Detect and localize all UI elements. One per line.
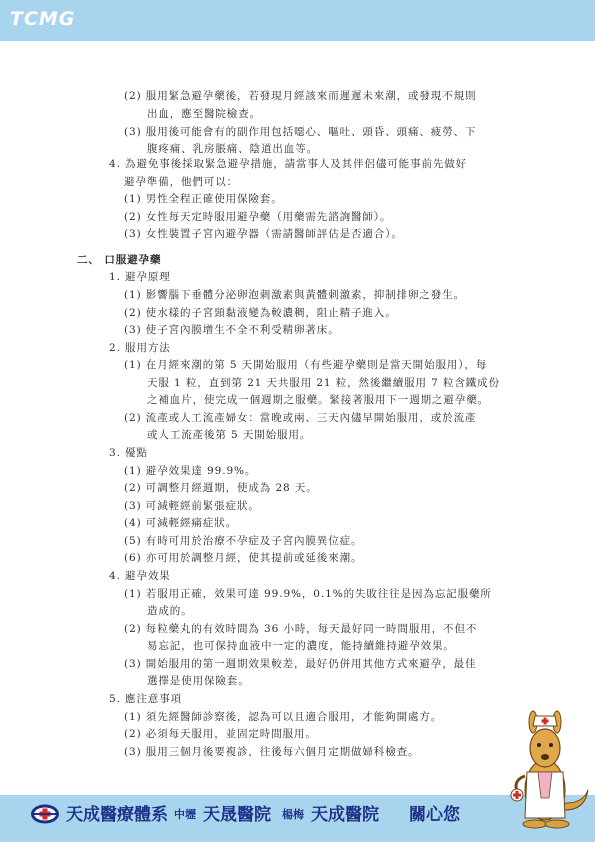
text-line: 4. 為避免事後採取緊急避孕措施，請當事人及其伴侶儘可能事前先做好 (109, 158, 468, 170)
subsection-heading: 1. 避孕原理 (109, 271, 171, 283)
subsection-heading: 3. 優點 (109, 447, 148, 459)
text-line: (3) 服用三個月後要複診，往後每六個月定期做婦科檢查。 (124, 746, 420, 758)
text-line: (1) 若服用正確，效果可達 99.9%，0.1%的失敗往往是因為忘記服藥所 (124, 588, 492, 600)
subsection-heading: 2. 服用方法 (109, 342, 171, 354)
kangaroo-nurse-mascot-icon (505, 700, 590, 835)
hospital-logo-icon (30, 803, 60, 825)
text-line: 天服 1 粒，直到第 21 天共服用 21 粒，然後繼續服用 7 粒含鐵成份 (147, 377, 500, 389)
text-line: (2) 使水樣的子宮頸黏液變為較濃稠，阻止精子進入。 (124, 307, 397, 319)
text-line: (2) 女性每天定時服用避孕藥（用藥需先諮詢醫師）。 (124, 211, 392, 223)
text-line: (2) 必須每天服用，並固定時間服用。 (124, 728, 317, 740)
text-line: (1) 須先經醫師診察後，認為可以且適合服用，才能夠開處方。 (124, 711, 443, 723)
text-line: (1) 影響腦下垂體分泌卵泡刺激素與黃體刺激素，抑制排卵之發生。 (124, 289, 466, 301)
brand-logo-text: TCMG (10, 8, 76, 30)
text-line: 出血，應至醫院檢查。 (147, 108, 261, 120)
text-line: 或人工流產後第 5 天開始服用。 (147, 429, 312, 441)
text-line: (3) 女性裝置子宮內避孕器（需請醫師評估是否適合）。 (124, 228, 403, 240)
text-line: (2) 服用緊急避孕藥後，若發現月經該來而遲遲未來潮，或發現不規則 (124, 90, 477, 102)
footer-location-1: 中壢 (174, 808, 196, 821)
footer-hospital-2: 天成醫院 (311, 805, 379, 825)
text-line: (3) 使子宮內膜增生不全不利受精卵著床。 (124, 324, 340, 336)
text-line: (3) 服用後可能會有的副作用包括噁心、嘔吐、頭昏、頭痛、疲勞、下 (124, 126, 477, 138)
text-line: (1) 男性全程正確使用保險套。 (124, 193, 283, 205)
footer-hospital-1: 天晟醫院 (203, 805, 271, 825)
subsection-heading: 5. 應注意事項 (109, 693, 183, 705)
text-line: (3) 開始服用的第一週期效果較差，最好仍併用其他方式來避孕，最佳 (124, 658, 477, 670)
text-line: 避孕準備，他們可以： (124, 176, 238, 188)
text-line: (1) 避孕效果達 99.9%。 (124, 465, 257, 477)
footer-group-name: 天成醫療體系 (66, 805, 168, 825)
subsection-heading: 4. 避孕效果 (109, 570, 171, 582)
section-heading: 二、 口服避孕藥 (77, 254, 162, 266)
text-line: (2) 可調整月經週期，使成為 28 天。 (124, 482, 318, 494)
text-line: (1) 在月經來潮的第 5 天開始服用（有些避孕藥則是當天開始服用），每 (124, 359, 488, 371)
text-line: (3) 可減輕經前緊張症狀。 (124, 500, 260, 512)
text-line: 造成的。 (147, 605, 193, 617)
text-line: (4) 可減輕經痛症狀。 (124, 517, 238, 529)
text-line: 之補血片，使完成一個週期之服藥。緊接著服用下一週期之避孕藥。 (147, 394, 489, 406)
footer-slogan: 關心您 (409, 805, 460, 825)
text-line: 腹疼痛、乳房脹痛、陰道出血等。 (147, 143, 318, 155)
text-line: 選擇是使用保險套。 (147, 675, 250, 687)
top-header-bar (0, 0, 595, 41)
text-line: (5) 有時可用於治療不孕症及子宮內膜異位症。 (124, 535, 363, 547)
text-line: 易忘記，也可保持血液中一定的濃度，能持續維持避孕效果。 (147, 640, 455, 652)
text-line: (6) 亦可用於調整月經，使其提前或延後來潮。 (124, 552, 363, 564)
text-line: (2) 流產或人工流產婦女：當晚或兩、三天內儘早開始服用，或於流產 (124, 412, 477, 424)
footer-location-2: 楊梅 (282, 808, 304, 821)
text-line: (2) 每粒藥丸的有效時間為 36 小時，每天最好同一時間服用，不但不 (124, 623, 478, 635)
